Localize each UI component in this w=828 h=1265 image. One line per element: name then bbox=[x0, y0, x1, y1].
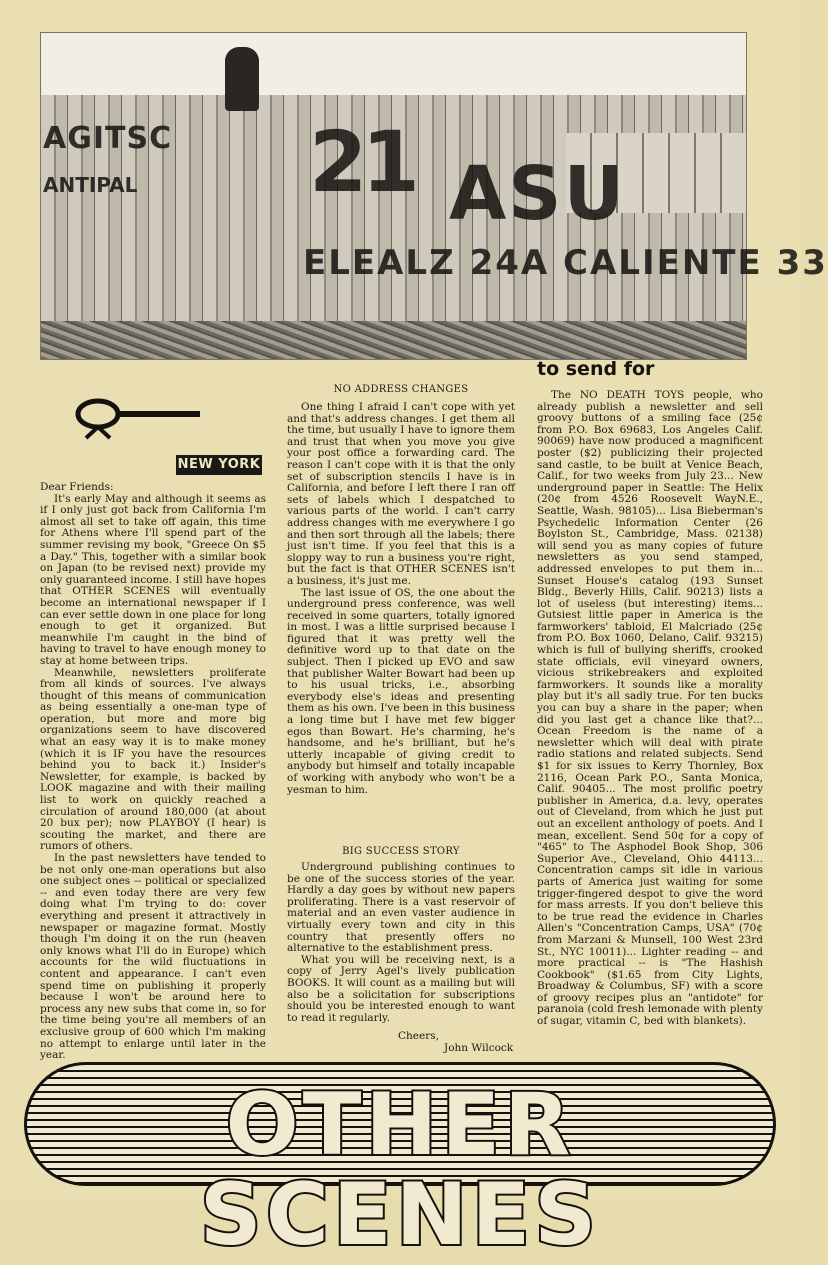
photo-sky bbox=[41, 33, 746, 101]
signature: John Wilcock bbox=[444, 1042, 514, 1054]
fence-graffiti: ASU bbox=[449, 151, 626, 237]
closing: Cheers, bbox=[398, 1030, 439, 1042]
fence-graffiti: ANTIPAL bbox=[43, 173, 138, 197]
paragraph: In the past newsletters have tended to be not only one-man operations but also one subject ones -- political or specialized -- and even today there are very few doing what I'm trying to do: cover everything and present it attractively in newspaper or magazine format. Mostly though I'm doing it on the run (heaven only knows what I'll do in Europe) which accounts for the wild fluctuations in content and appearance. I can't even spend time on publishing it properly because I won't be around here to process any new subs that come in, so for the time being you're all members of an exclusive group of 600 which I'm making no attempt to enlarge until later in the year. bbox=[40, 852, 266, 1062]
fence-graffiti: 21 bbox=[309, 113, 414, 211]
address-column bbox=[287, 402, 515, 796]
salutation: Dear Friends: bbox=[40, 481, 114, 493]
subhead-address-changes: NO ADDRESS CHANGES bbox=[333, 384, 469, 395]
fence-graffiti: ELEALZ 24A CALIENTE 33 bbox=[303, 243, 828, 283]
subhead-success-story: BIG SUCCESS STORY bbox=[342, 846, 460, 857]
masthead-banner bbox=[24, 1062, 776, 1265]
fence-graffiti: AGITSC bbox=[43, 121, 173, 156]
section-tag: NEW YORK bbox=[176, 455, 262, 475]
fence-photo bbox=[40, 32, 828, 360]
paragraph: It's early May and although it seems as if I only just got back from California I'm almost all set to take off again, this time for Athens where I'll spend part of the summer revising my book, "Greece On $5 a Day." This, together with a similar book on Japan (to be revised next) provide my only guaranteed income. I still have hopes that OTHER SCENES will eventually become an international newspaper if I can ever settle down in one place for long enough to get it organized. But meanwhile I'm caught in the bind of having to travel to have enough money to stay at home between trips. bbox=[40, 492, 266, 667]
photo-ground bbox=[41, 321, 746, 359]
send-for-column bbox=[537, 390, 763, 1028]
ankh-icon bbox=[72, 392, 204, 440]
paragraph: Underground publishing continues to be one of the success stories of the year. Hardly a day goes by without new papers proliferating. There is a vast reservoir of material and an even vaster audience in virtually every town and city in this country that presently offers no alternative to the establishment press. bbox=[287, 861, 515, 955]
paragraph: The NO DEATH TOYS people, who already publish a newsletter and sell groovy buttons of a smiling face (25¢ from P.O. Box 69683, Los Angeles Calif. 90069) have now produced a magnificent poster ($2) publicizing their projected sand castle, to be built at Venice Beach, Calif., for two weeks from July 23... New underground paper in Seattle: The Helix (20¢ from 4526 Roosevelt WayN.E., Seattle, Wash. 98105)... Lisa Bieberman's Psychedelic Information Center (26 Boylston St., Cambridge, Mass. 02138) will send you as many copies of future newsletters as you send stamped, addressed envelopes to put them in... Sunset House's catalog (193 Sunset Bldg., Beverly Hills, Calif. 90213) lists a lot of useless (but interesting) items... Gutsiest little paper in America is the farmworkers' tabloid, El Malcriado (25¢ from P.O. Box 1060, Delano, Calif. 93215) which is full of bullying sheriffs, crooked state officials, evil vineyard owners, vicious strikebreakers and exploited farmworkers. It sounds like a morality play but it's all sadly true. For ten bucks you can buy a share in the paper; when did you last get a chance like that?... Ocean Freedom is the name of a newsletter which will deal with pirate radio stations and related subjects. Send $1 for six issues to Kerry Thornley, Box 2116, Ocean Park P.O., Santa Monica, Calif. 90405... The most prolific poetry publisher in America, d.a. levy, operates out of Cleveland, from which he just put out an excellent anthology of poets. And I mean, excellent. Send 50¢ for a copy of "465" to The Asphodel Book Shop, 306 Superior Ave., Cleveland, Ohio 44113... Concentration camps sit idle in various parts of America just waiting for some trigger-fingered despot to give the word for mass arrests. If you don't believe this to be true read the evidence in Charles Allen's "Concentration Camps, USA" (70¢ from Marzani & Munsell, 100 West 23rd St., NYC 10011)... Lighter reading -- and more practical -- is "The Hashish Cookbook" ($1.65 from City Lights, Broadway & Columbus, SF) with a score of groovy recipes plus an "antidote" for paranoia (cold fresh lemonade with plenty of sugar, vitamin C, bed with blankets). bbox=[537, 389, 763, 1028]
letter-column bbox=[40, 482, 266, 1062]
photo-person bbox=[225, 47, 259, 111]
masthead-title: OTHER SCENES bbox=[199, 1075, 601, 1265]
paragraph: What you will be receiving next, is a copy of Jerry Agel's lively publication BOOKS. It will count as a mailing but will also be a solicitation for subscriptions should you be interested enough to want to read it regularly. bbox=[287, 953, 515, 1024]
paragraph: One thing I afraid I can't cope with yet and that's address changes. I get them all the time, but usually I have to ignore them and trust that when you move you give your post office a forwarding card. The reason I can't cope with it is that the only set of subscription stencils I have is in California, and before I left there I ran off sets of labels which I despatched to various parts of the world. I can't carry address changes with me everywhere I go and then sort through all the labels; there just isn't time. If you feel that this is a sloppy way to run a business you're right, but the fact is that OTHER SCENES isn't a business, it's just me. bbox=[287, 401, 515, 587]
column-heading: to send for bbox=[537, 358, 655, 380]
success-column bbox=[287, 862, 515, 1024]
paragraph: Meanwhile, newsletters proliferate from all kinds of sources. I've always thought of this means of communication as being essentially a one-man type of operation, but more and more big organizations seem to have discovered what an easy way it is to make money (which it is IF you have the resources behind you to back it.) Insider's Newsletter, for example, is backed by LOOK magazine and with their mailing list to work on quickly reached a circulation of around 180,000 (at about 20 bux per); now PLAYBOY (I hear) is scouting the market, and there are rumors of others. bbox=[40, 666, 266, 853]
paragraph: The last issue of OS, the one about the underground press conference, was well received in some quarters, totally ignored in most. I was a little surprised because I figured that it was pretty well the definitive word up to that date on the subject. Then I picked up EVO and saw that publisher Walter Bowart had been up to his usual tricks, i.e., absorbing everybody else's ideas and presenting them as his own. I've been in this business a long time but I have met few bigger egos than Bowart. He's charming, he's handsome, and he's brilliant, but he's utterly incapable of giving credit to anybody but himself and totally incapable of working with anybody who won't be a yesman to him. bbox=[287, 586, 515, 796]
